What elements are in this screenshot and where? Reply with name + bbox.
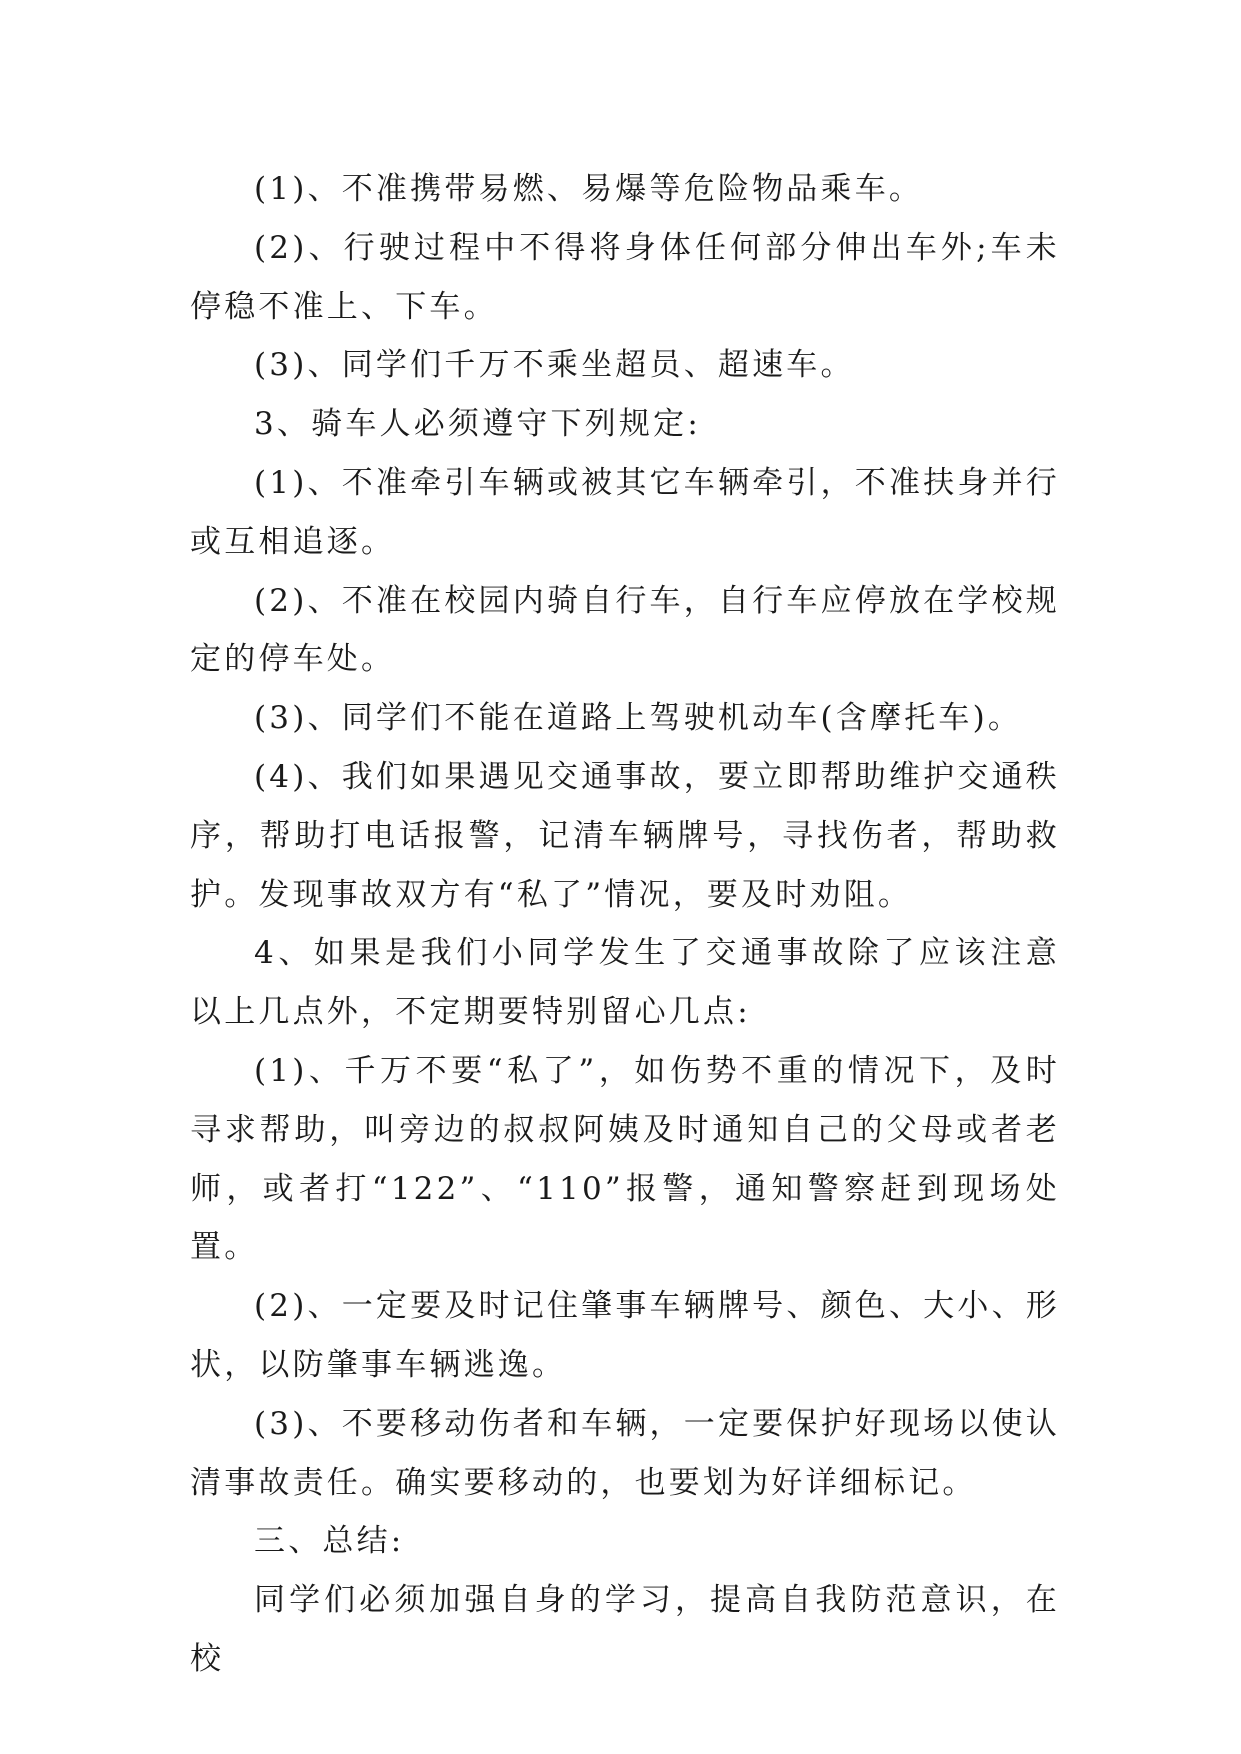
section-heading-accident: 4、如果是我们小同学发生了交通事故除了应该注意以上几点外，不定期要特别留心几点: [190,935,1060,1031]
section-heading-cyclist-rules: 3、骑车人必须遵守下列规定: [254,406,701,443]
paragraph-cyclist-rule-2: (2)、不准在校园内骑自行车，自行车应停放在学校规定的停车处。 [190,582,1060,678]
paragraph-accident-rule-3: (3)、不要移动伤者和车辆，一定要保护好现场以使认清事故责任。确实要移动的，也要划为好详细标记。 [190,1405,1060,1501]
paragraph-bus-rule-3: (3)、同学们千万不乘坐超员、超速车。 [254,347,855,384]
paragraph-summary: 同学们必须加强自身的学习，提高自我防范意识，在校 [190,1582,1060,1677]
paragraph-bus-rule-1: (1)、不准携带易燃、易爆等危险物品乘车。 [254,171,924,207]
document-body [190,160,1060,1689]
paragraph-cyclist-rule-1: (1)、不准牵引车辆或被其它车辆牵引，不准扶身并行或互相追逐。 [190,464,1060,560]
paragraph-cyclist-rule-4: (4)、我们如果遇见交通事故，要立即帮助维护交通秩序，帮助打电话报警，记清车辆牌号，寻找伤者，帮助救护。发现事故双方有“私了”情况，要及时劝阻。 [190,758,1060,913]
paragraph-accident-rule-2: (2)、一定要及时记住肇事车辆牌号、颜色、大小、形状，以防肇事车辆逃逸。 [190,1288,1060,1383]
paragraph-accident-rule-1: (1)、千万不要“私了”，如伤势不重的情况下，及时寻求帮助，叫旁边的叔叔阿姨及时通知自己的父母或者老师，或者打“122”、“110”报警，通知警察赶到现场处置。 [190,1052,1060,1266]
paragraph-bus-rule-2: (2)、行驶过程中不得将身体任何部分伸出车外;车未停稳不准上、下车。 [190,229,1060,325]
section-heading-summary: 三、总结: [254,1523,405,1560]
paragraph-cyclist-rule-3: (3)、同学们不能在道路上驾驶机动车(含摩托车)。 [254,700,1023,737]
